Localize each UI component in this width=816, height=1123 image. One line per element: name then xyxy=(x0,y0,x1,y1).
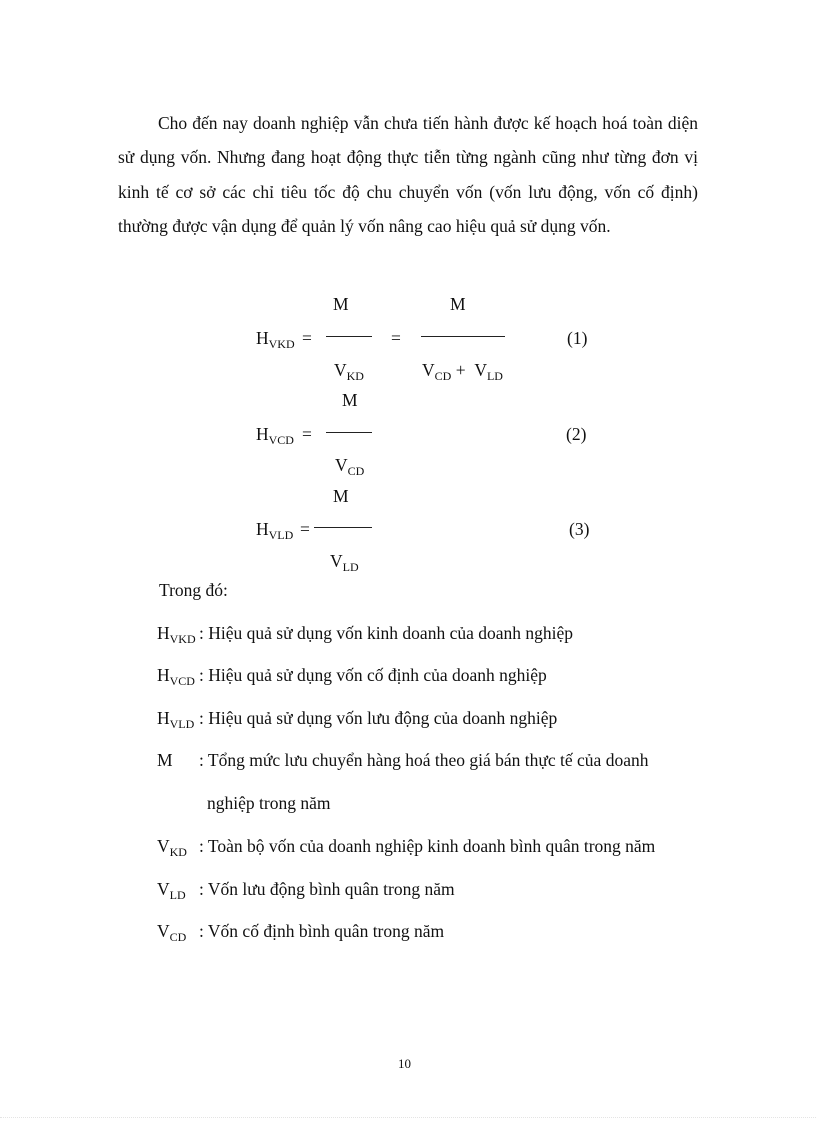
definition-item xyxy=(157,879,455,903)
formula-3-lhs: $H_{VLD}$ xyxy=(256,519,294,542)
definition-text-continuation: nghiệp trong năm xyxy=(207,793,331,813)
definition-symbol: $V_{LD}$ xyxy=(157,879,186,902)
definition-symbol: $V_{CD}$ xyxy=(157,921,187,944)
formula-2-lhs: $H_{VCD}$ xyxy=(256,424,294,447)
definition-text: : Hiệu quả sử dụng vốn lưu động của doanh nghiệp xyxy=(199,708,558,728)
formula-2-fraction-bar xyxy=(326,432,372,433)
definition-item xyxy=(157,708,557,732)
definition-text: : Vốn cố định bình quân trong năm xyxy=(199,921,445,941)
intro-paragraph: Cho đến nay doanh nghiệp vẫn chưa tiến hành được kế hoạch hoá toàn diện sử dụng vốn. Nhưng đang hoạt động thực tiễn từng ngành cũng như từng đơn vị kinh tế cơ sở các chỉ tiêu tốc độ chu chuyển vốn (vốn lưu động, vốn cố định) thường được vận dụng để quản lý vốn nâng cao hiệu quả sử dụng vốn. xyxy=(118,113,698,237)
formula-1-equals-2: = xyxy=(391,328,401,348)
definition-item xyxy=(157,623,573,647)
definition-text: : Vốn lưu động bình quân trong năm xyxy=(199,879,455,899)
definition-text: : Hiệu quả sử dụng vốn cố định của doanh nghiệp xyxy=(199,665,547,685)
formula-1-denominator-1: $V_{KD}$ xyxy=(334,360,364,383)
page-number: 10 xyxy=(398,1056,411,1071)
page-bottom-divider xyxy=(0,1117,816,1118)
formula-1-equals: = xyxy=(302,328,312,348)
formula-1-fraction-bar-1 xyxy=(326,336,372,337)
formula-3-denominator: $V_{LD}$ xyxy=(330,551,359,574)
formula-2-label: (2) xyxy=(566,424,587,444)
definition-text: : Toàn bộ vốn của doanh nghiệp kinh doanh bình quân trong năm xyxy=(199,836,656,856)
formula-2-numerator: M xyxy=(342,390,358,410)
formula-3-label: (3) xyxy=(569,519,590,539)
definition-symbol: $V_{KD}$ xyxy=(157,836,187,859)
formula-1-lhs: $H_{VKD}$ xyxy=(256,328,295,351)
definition-item xyxy=(157,921,444,945)
formula-1-fraction-bar-2 xyxy=(421,336,505,337)
formula-3-fraction-bar xyxy=(314,527,372,528)
definition-text: : Hiệu quả sử dụng vốn kinh doanh của doanh nghiệp xyxy=(199,623,574,643)
definition-symbol: $H_{VKD}$ xyxy=(157,623,196,646)
formula-3-numerator: M xyxy=(333,486,349,506)
formula-1-numerator-2: M xyxy=(450,294,466,314)
definition-symbol: $H_{VCD}$ xyxy=(157,665,195,688)
definitions-heading: Trong đó: xyxy=(159,580,228,600)
formula-2-denominator: $V_{CD}$ xyxy=(335,455,365,478)
formula-1-label: (1) xyxy=(567,328,588,348)
definition-symbol: M xyxy=(157,750,173,770)
formula-1-numerator-1: M xyxy=(333,294,349,314)
formula-1-denominator-2: $V_{CD} + V_{LD}$ xyxy=(422,360,503,383)
definition-text: : Tổng mức lưu chuyển hàng hoá theo giá bán thực tế của doanh xyxy=(199,750,649,770)
definition-symbol: $H_{VLD}$ xyxy=(157,708,195,731)
formula-3-equals: = xyxy=(300,519,310,539)
definition-item xyxy=(157,750,649,813)
definition-item xyxy=(157,836,655,860)
formula-2-equals: = xyxy=(302,424,312,444)
definition-item xyxy=(157,665,547,689)
